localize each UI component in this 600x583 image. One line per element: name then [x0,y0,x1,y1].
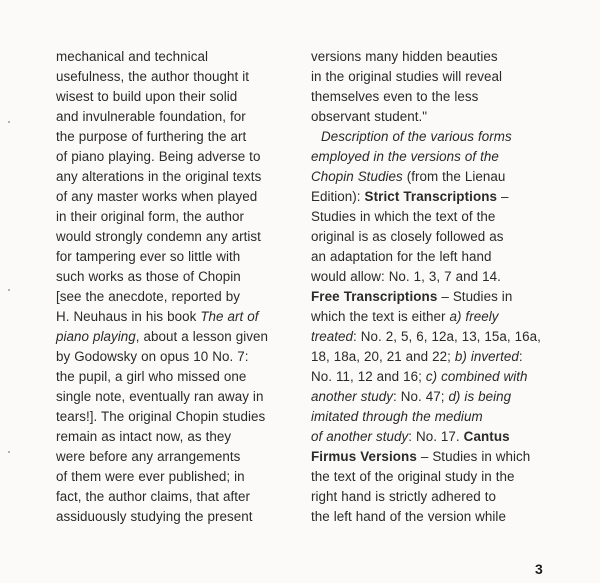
text-run: the text of the original study in the [311,469,515,484]
text-column-left [56,47,294,527]
text-line [56,427,294,447]
text-run: original is as closely followed as [311,229,504,244]
page-number: 3 [535,561,543,577]
text-run: single note, eventually ran away in [56,389,264,404]
text-column-right [311,47,551,527]
text-run: would strongly condemn any artist [56,229,261,244]
text-run: an adaptation for the left hand [311,249,492,264]
text-line [311,367,551,387]
text-line [311,407,551,427]
text-line [56,147,294,167]
text-line [56,227,294,247]
text-line [311,447,551,467]
text-run: for tampering ever so little with [56,249,241,264]
text-run: of any master works when played [56,189,258,204]
text-line [56,67,294,87]
text-line [311,387,551,407]
text-run: by Godowsky on opus 10 No. 7: [56,349,249,364]
text-run: 18, 18a, 20, 21 and 22; [311,349,455,364]
text-run: – Studies in which [416,449,531,464]
text-run: Studies in which the text of the [311,209,496,224]
italic-text: of another study [311,429,409,444]
text-line [311,287,551,307]
text-line [56,487,294,507]
scan-speck [8,289,10,291]
text-line [311,147,551,167]
text-line [311,347,551,367]
text-run: : No. 17. [408,429,464,444]
text-run: , about a lesson given [135,329,268,344]
text-line [56,447,294,467]
text-run: of them were ever published; in [56,469,245,484]
text-line [311,507,551,527]
italic-text: a) freely [449,309,499,324]
italic-text: The art of [200,309,259,324]
text-run: the pupil, a girl who missed one [56,369,247,384]
text-run: the purpose of furthering the art [56,129,247,144]
text-line [311,247,551,267]
text-run: – [497,189,509,204]
text-run: versions many hidden beauties [311,49,498,64]
text-line [56,367,294,387]
text-line [56,267,294,287]
text-run: remain as intact now, as they [56,429,232,444]
text-run: (from the Lienau [402,169,506,184]
text-line [311,267,551,287]
text-run: such works as those of Chopin [56,269,241,284]
scan-speck [8,451,10,453]
text-line [311,127,551,147]
text-run: in their original form, the author [56,209,245,224]
bold-term: Cantus [463,429,510,444]
text-line [311,207,551,227]
text-run: wisest to build upon their solid [56,89,238,104]
text-line [311,327,551,347]
text-run: and invulnerable foundation, for [56,109,246,124]
text-run: the left hand of the version while [311,509,506,524]
text-run: any alterations in the original texts [56,169,262,184]
text-run: Edition): [311,189,365,204]
text-line [311,47,551,67]
bold-term: Free Transcriptions [311,289,438,304]
text-run: [see the anecdote, reported by [56,289,240,304]
italic-text: imitated through the medium [311,409,483,424]
text-run: in the original studies will reveal [311,69,503,84]
text-run: right hand is strictly adhered to [311,489,497,504]
text-line [56,287,294,307]
text-run: – Studies in [437,289,513,304]
text-line [56,87,294,107]
text-run: were before any arrangements [56,449,241,464]
scan-speck [8,121,10,123]
text-line [56,327,294,347]
text-line [56,467,294,487]
text-run: : No. 2, 5, 6, 12a, 13, 15a, 16a, [353,329,541,344]
text-line [56,247,294,267]
italic-text: another study [311,389,393,404]
text-run: observant student." [311,109,428,124]
italic-text: treated [311,329,354,344]
text-line [56,387,294,407]
text-run: of piano playing. Being adverse to [56,149,261,164]
text-run: themselves even to the less [311,89,479,104]
text-run: fact, the author claims, that after [56,489,251,504]
text-line [56,507,294,527]
text-line [56,307,294,327]
text-run: : [518,349,523,364]
bold-term: Strict Transcriptions [364,189,498,204]
text-run: would allow: No. 1, 3, 7 and 14. [311,269,501,284]
text-line [311,87,551,107]
italic-text: b) inverted [454,349,519,364]
text-line [311,67,551,87]
text-run: which the text is either [311,309,450,324]
text-line [56,107,294,127]
italic-text: employed in the versions of the [311,149,499,164]
bold-term: Firmus Versions [311,449,417,464]
text-run: assiduously studying the present [56,509,253,524]
text-line [56,127,294,147]
text-run: mechanical and technical [56,49,208,64]
text-run: No. 11, 12 and 16; [311,369,426,384]
text-line [311,487,551,507]
text-line [311,167,551,187]
text-run: tears!]. The original Chopin studies [56,409,266,424]
text-run: usefulness, the author thought it [56,69,250,84]
text-line [56,407,294,427]
italic-text: d) is being [448,389,512,404]
italic-text: c) combined with [425,369,528,384]
text-line [311,467,551,487]
text-line [311,187,551,207]
text-run: H. Neuhaus in his book [56,309,201,324]
text-line [56,47,294,67]
text-line [56,167,294,187]
text-run: : No. 47; [393,389,449,404]
text-line [56,207,294,227]
italic-text: piano playing [56,329,136,344]
text-line [311,227,551,247]
text-line [311,107,551,127]
text-line [311,427,551,447]
text-line [311,307,551,327]
italic-text: Description of the various forms [321,129,512,144]
text-line [56,347,294,367]
text-line [56,187,294,207]
italic-text: Chopin Studies [311,169,403,184]
